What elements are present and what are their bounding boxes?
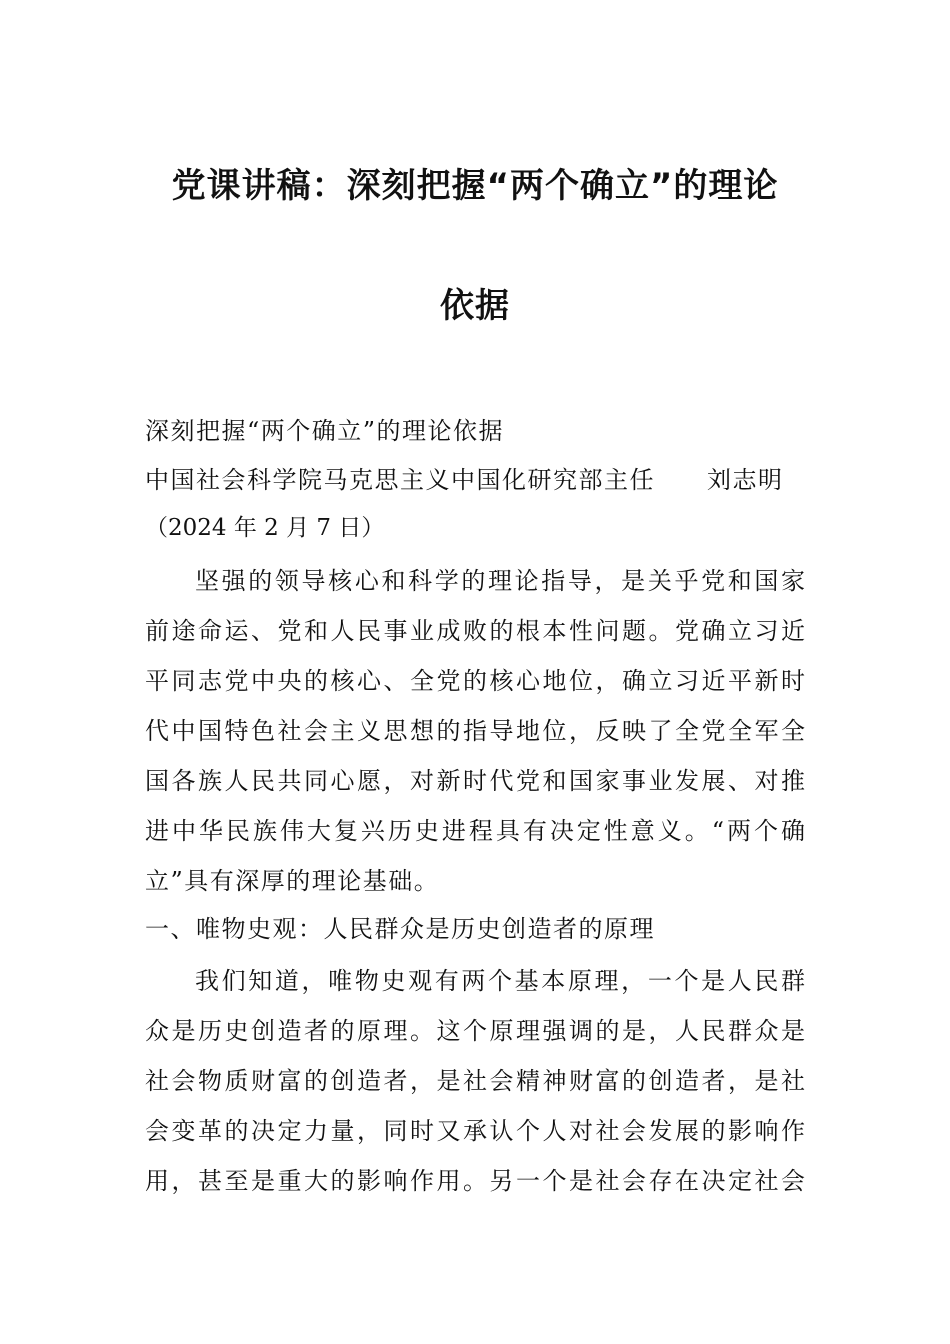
paragraph-1-line-7: 立”具有深厚的理论基础。 [145, 867, 440, 895]
paragraph-2-line-2: 众是历史创造者的原理。这个原理强调的是，人民群众是 [145, 1017, 805, 1045]
document-title-line-2: 依据 [440, 286, 510, 326]
paragraph-2-line-5: 用，甚至是重大的影响作用。另一个是社会存在决定社会 [145, 1167, 805, 1195]
paragraph-1-line-6: 进中华民族伟大复兴历史进程具有决定性意义。“两个确 [145, 817, 805, 845]
paragraph-1-line-5: 国各族人民共同心愿，对新时代党和国家事业发展、对推 [145, 767, 805, 795]
paragraph-2-line-3: 社会物质财富的创造者，是社会精神财富的创造者，是社 [145, 1067, 805, 1095]
paragraph-1-line-3: 平同志党中央的核心、全党的核心地位，确立习近平新时 [145, 667, 805, 695]
date-line: （2024 年 2 月 7 日） [145, 515, 385, 541]
subtitle: 深刻把握“两个确立”的理论依据 [145, 417, 505, 445]
author-line [145, 465, 805, 495]
paragraph-1-line-1: 坚强的领导核心和科学的理论指导，是关乎党和国家 [195, 567, 805, 595]
section-heading-1: 一、唯物史观：人民群众是历史创造者的原理 [145, 915, 655, 943]
paragraph-2-line-1: 我们知道，唯物史观有两个基本原理，一个是人民群 [195, 967, 805, 995]
paragraph-1-line-2: 前途命运、党和人民事业成败的根本性问题。党确立习近 [145, 617, 805, 645]
author-name: 刘志明 [707, 466, 784, 494]
affiliation: 中国社会科学院马克思主义中国化研究部主任 [145, 466, 655, 494]
document-title-line-1: 党课讲稿：深刻把握“两个确立”的理论 [171, 166, 779, 206]
paragraph-2-line-4: 会变革的决定力量，同时又承认个人对社会发展的影响作 [145, 1117, 805, 1145]
paragraph-1-line-4: 代中国特色社会主义思想的指导地位，反映了全党全军全 [145, 717, 805, 745]
